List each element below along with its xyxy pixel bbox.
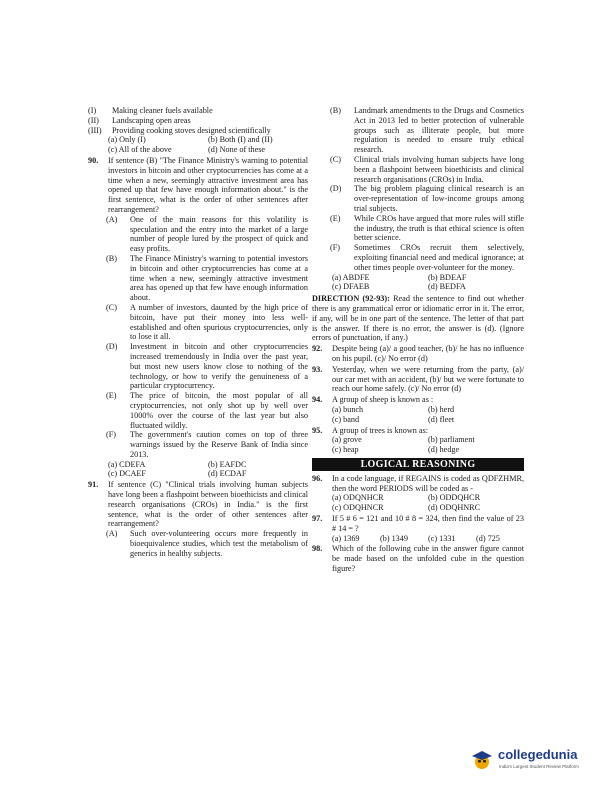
left-column (88, 106, 308, 559)
option-row (332, 445, 524, 455)
statement-item (88, 116, 308, 126)
statement-item (88, 106, 308, 116)
statement-label: (D) (330, 184, 342, 194)
answer-option: (a) 1369 (332, 533, 360, 543)
direction-heading: DIRECTION (92-93): (312, 294, 390, 304)
option-row (108, 135, 308, 145)
question-96 (312, 474, 524, 494)
statement-label: (A) (106, 529, 118, 539)
answer-option: (b) parliament (428, 435, 475, 445)
option-row (332, 405, 524, 415)
question-text: Yesterday, when we were returning from the party, (a)/ our car met with an accident, (b)/ but we were fortunate to reach our home safely. (c)/ No error (d) (332, 364, 524, 394)
answer-option: (b) herd (428, 404, 455, 414)
option-row (332, 493, 524, 503)
question-90-sentences (88, 215, 308, 460)
question-number: 97. (312, 514, 323, 524)
brand-name: collegedunia (498, 747, 578, 762)
answer-option: (b) BDEAF (428, 272, 467, 282)
statement-label: (E) (330, 213, 341, 223)
answer-option: (c) band (332, 414, 360, 424)
answer-option: (c) All of the above (108, 145, 172, 155)
question-number: 98. (312, 544, 323, 554)
answer-option: (d) hedge (428, 445, 460, 455)
question (312, 344, 524, 364)
answer-option: (d) BEDFA (428, 282, 466, 292)
answer-option: (b) ODDQHCR (428, 493, 481, 503)
statement-label: (F) (330, 243, 341, 253)
question-text: If sentence (B) "The Finance Ministry's warning to potential investors in bitcoin and other cryptocurrencies has come at a time when a new, seemingly attractive investment area has opened up that few have enough information about." is the first sentence, what is the order of other sentences after rearrangement? (108, 155, 308, 214)
option-row (332, 503, 524, 513)
question (312, 426, 524, 436)
direction-text: Read the sentence to find out whether there is any grammatical error or idiomatic error in it. The error, if any, will be in one part of the sentence. The letter of that part is the answer. If there is no error, the answer is (d). (Ignore errors of punctuation, if any.) (312, 294, 524, 343)
question-number: 95. (312, 425, 323, 435)
statement-label: (I) (88, 106, 97, 115)
answer-option: (a) Only (I) (108, 135, 146, 145)
question-90-options (88, 460, 308, 480)
answer-option: (b) Both (I) and (II) (208, 135, 273, 145)
statement-label: (B) (330, 106, 341, 115)
question-text: In a code language, if REGAINS is coded as QDFZHMR, then the word PERIODS will be coded as - (332, 473, 524, 493)
statement-item (330, 155, 524, 184)
statement-item (330, 243, 524, 272)
right-column (312, 106, 524, 574)
answer-option: (a) bunch (332, 404, 364, 414)
question-91-sentences (88, 529, 308, 558)
question-text: A group of sheep is known as : (332, 395, 434, 405)
option-row (108, 469, 308, 479)
question-number: 91. (88, 480, 99, 490)
graduate-mascot-icon (470, 748, 494, 772)
answer-option: (a) ODQNHCR (332, 493, 384, 503)
answer-option: (a) ABDFE (332, 272, 370, 282)
question-text: If 5 # 6 = 121 and 10 # 8 = 324, then find the value of 23 # 14 = ? (332, 514, 524, 533)
question (312, 395, 524, 405)
statement-label: (C) (106, 302, 117, 312)
answer-option: (d) fleet (428, 414, 455, 424)
answer-option: (c) heap (332, 445, 359, 455)
question-number: 94. (312, 395, 323, 405)
answer-option: (a) CDEFA (108, 459, 146, 469)
statement-item (330, 106, 524, 155)
statement-item (106, 215, 308, 254)
statement-text: Landscaping open areas (112, 115, 191, 125)
question-90 (88, 156, 308, 215)
statement-text: Providing cooking stoves designed scientifically (112, 125, 271, 135)
answer-option: (d) None of these (208, 145, 266, 155)
option-row (108, 460, 308, 470)
answer-option: (b) EAFDC (208, 459, 247, 469)
question-96-options (312, 493, 524, 513)
statement-label: (II) (88, 115, 99, 125)
question-97-options (312, 534, 524, 544)
question-89-statements (88, 106, 308, 135)
question (312, 365, 524, 394)
option-row (332, 435, 524, 445)
statement-text: Clinical trials involving human subjects have long been a flashpoint between bioethicists and clinical research organisations (CROs) in India. (354, 154, 524, 184)
statement-label: (A) (106, 214, 118, 224)
question-91-options (312, 273, 524, 293)
question-text: A group of trees is known as: (332, 425, 428, 435)
option-row (332, 282, 524, 292)
question-number: 93. (312, 364, 323, 374)
answer-option: (c) ODQHNCR (332, 503, 384, 513)
question-text: If sentence (C) "Clinical trials involving human subjects have long been a flashpoint between bioethicists and clinical research organisations (CROs) in India." is the first sentence, what is the order of other sentences after rearrangement? (108, 480, 308, 529)
question-91-sentences-continued (312, 106, 524, 273)
answer-option: (c) 1331 (428, 533, 456, 543)
option-row (332, 534, 524, 544)
statement-text: Such over-volunteering occurs more frequently in bioequivalence studies, which test the metabolism of generics in healthy subjects. (130, 529, 308, 558)
statement-item (88, 126, 308, 136)
statement-text: Making cleaner fuels available (112, 106, 213, 115)
statement-label: (D) (106, 342, 118, 352)
answer-option: (c) DFAEB (332, 282, 370, 292)
questions-92-95 (312, 344, 524, 455)
brand-tagline: India's Largest Student Review Platform (499, 764, 579, 769)
answer-option: (d) ECDAF (208, 469, 247, 479)
statement-text: The Finance Ministry's warning to potential investors in bitcoin and other cryptocurrencies has come at a time when a new, seemingly attractive investment area has opened up that few have enough information about. (130, 253, 308, 303)
answer-option: (a) grove (332, 435, 362, 445)
question-options (312, 435, 524, 455)
statement-label: (C) (330, 154, 341, 164)
statement-item (106, 303, 308, 342)
statement-label: (B) (106, 253, 117, 263)
option-row (332, 415, 524, 425)
question-number: 90. (88, 155, 99, 165)
statement-text: While CROs have argued that more rules will stifle the industry, the truth is that ethical science is often better science. (354, 213, 524, 243)
question-number: 96. (312, 473, 323, 483)
question-number: 92. (312, 344, 323, 354)
question-97 (312, 514, 524, 534)
statement-item (330, 214, 524, 243)
statement-text: The price of bitcoin, the most popular of all cryptocurrencies, not only shot up by well over 1000% over the course of the last year but also fluctuated wildly. (130, 391, 308, 430)
collegedunia-logo (470, 745, 590, 779)
question-text: Which of the following cube in the answer figure cannot be made based on the unfolded cube in the question figure? (332, 544, 524, 574)
statement-label: (III) (88, 125, 102, 135)
question-98 (312, 544, 524, 573)
answer-option: (c) DCAEF (108, 469, 146, 479)
statement-item (106, 342, 308, 391)
statement-item (106, 391, 308, 430)
option-row (108, 145, 308, 155)
statement-item (106, 430, 308, 459)
question-91 (88, 480, 308, 529)
option-row (332, 273, 524, 283)
statement-item (106, 254, 308, 303)
statement-label: (E) (106, 391, 117, 401)
statement-text: The big problem plaguing clinical research is an over-representation of low-income groups among trial subjects. (354, 184, 524, 213)
answer-option: (b) 1349 (380, 533, 408, 543)
direction-instructions (312, 294, 524, 343)
question-text: Despite being (a)/ a good teacher, (b)/ he has no influence on his pupil. (c)/ No error (d) (332, 344, 524, 363)
statement-item (330, 184, 524, 213)
statement-text: Landmark amendments to the Drugs and Cosmetics Act in 2013 led to better protection of vulnerable groups such as illiterate people, but more regulation is needed to ensure truly ethical research. (354, 106, 524, 155)
statement-item (106, 529, 308, 558)
question-89-options (88, 135, 308, 155)
question-options (312, 405, 524, 425)
statement-text: A number of investors, daunted by the high price of bitcoin, have put their money into less well-established and often spurious cryptocurrencies, only to lose it all. (130, 302, 308, 342)
statement-text: The government's caution comes on top of three warnings issued by the Reserve Bank of India since 2013. (130, 430, 308, 459)
answer-option: (d) 725 (476, 533, 500, 543)
statement-text: Sometimes CROs recruit them selectively, exploiting financial need and medical ignorance; at other times people over-volunteer for the money. (354, 243, 524, 272)
statement-text: Investment in bitcoin and other cryptocurrencies increased tremendously in India over the past year, but most new users know close to nothing of the technology, or how to verify the genuineness of a particular cryptocurrency. (130, 342, 308, 391)
section-title: LOGICAL REASONING (312, 458, 524, 471)
answer-option: (d) ODQHNRC (428, 503, 481, 513)
statement-text: One of the main reasons for this volatility is speculation and the entry into the market of a large number of people lured by the prospect of quick and easy profits. (130, 214, 308, 254)
statement-label: (F) (106, 430, 117, 440)
